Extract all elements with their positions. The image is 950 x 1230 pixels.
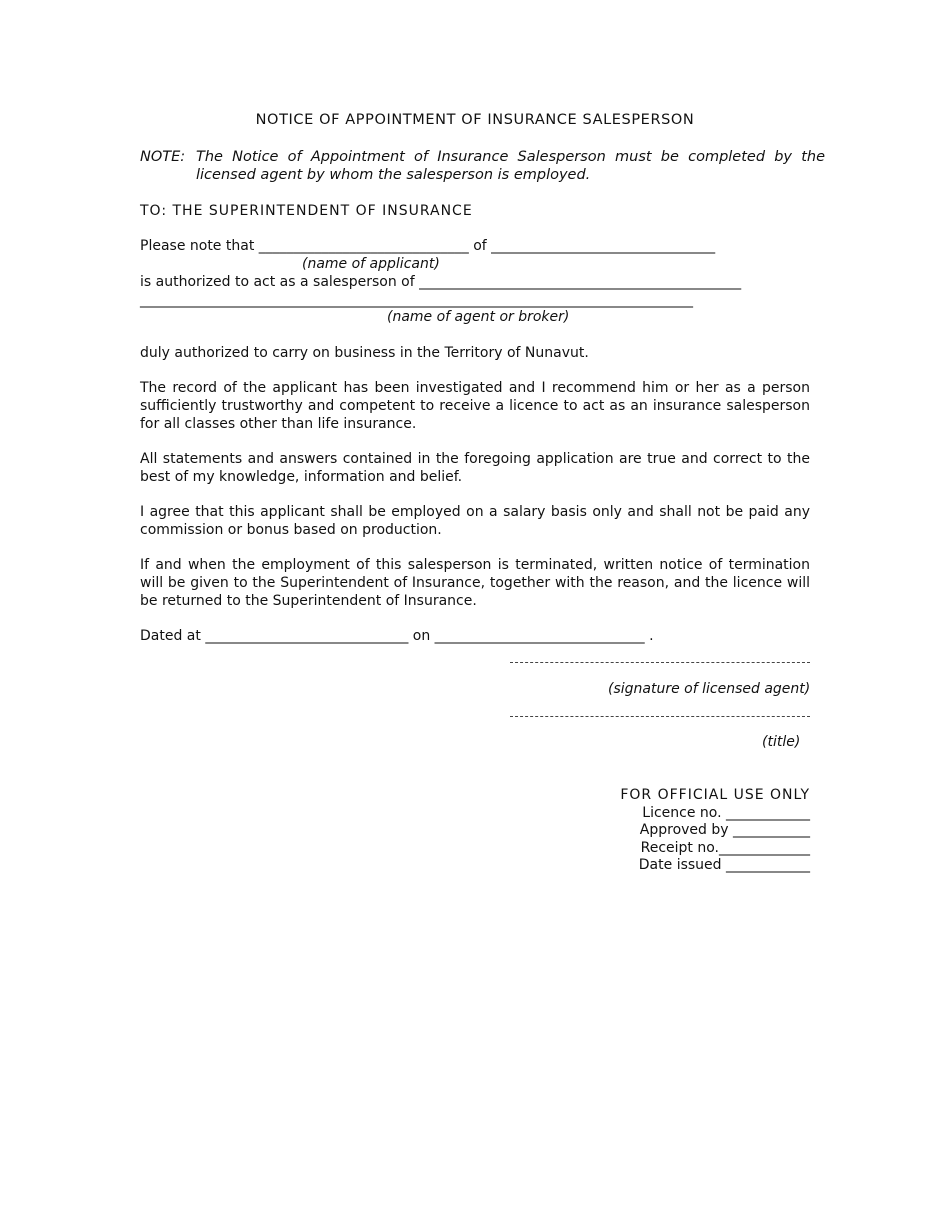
dated-line: Dated at _____________________________ on ______________________________ . [140,628,654,644]
signature-line[interactable] [510,662,810,663]
signature-caption: (signature of licensed agent) [608,681,811,697]
addressee: TO: THE SUPERINTENDENT OF INSURANCE [140,203,473,219]
record-paragraph: The record of the applicant has been investigated and I recommend him or her as a person sufficiently trustworthy and competent to receive a licence to act as an insurance salesperson for all classes other than life insurance. [140,380,810,432]
name-of-agent-caption: (name of agent or broker) [387,309,570,325]
note-block [140,148,825,184]
note-label: NOTE: [140,149,186,165]
agent-blank-line: _______________________________________________________________________________ [140,292,693,308]
duly-authorized-text: duly authorized to carry on business in the Territory of Nunavut. [140,345,589,361]
receipt-number-field: Receipt no._____________ [640,839,810,856]
salary-paragraph: I agree that this applicant shall be employed on a salary basis only and shall not be paid any commission or bonus based on production. [140,504,810,538]
official-use-block [610,787,810,875]
statements-paragraph: All statements and answers contained in the foregoing application are true and correct to the best of my knowledge, information and belief. [140,451,810,485]
authorized-line: is authorized to act as a salesperson of ______________________________________________ [140,274,742,290]
approved-by-field: Approved by ___________ [639,822,810,838]
title-line[interactable] [510,716,810,717]
title-caption: (title) [762,734,801,750]
licence-number-field: Licence no. ____________ [642,804,810,821]
note-text: The Notice of Appointment of Insurance Salesperson must be completed by the licensed agent by whom the salesperson is employed. [196,149,825,183]
document-title: NOTICE OF APPOINTMENT OF INSURANCE SALESPERSON [255,112,695,128]
official-use-heading: FOR OFFICIAL USE ONLY [620,787,810,803]
name-of-applicant-caption: (name of applicant) [302,256,440,272]
please-note-line: Please note that ______________________________ of ________________________________ [140,238,716,254]
date-issued-field: Date issued ____________ [638,857,810,873]
termination-paragraph: If and when the employment of this salesperson is terminated, written notice of termination will be given to the Superintendent of Insurance, together with the reason, and the licence will be returned to the Superintendent of Insurance. [140,557,810,609]
